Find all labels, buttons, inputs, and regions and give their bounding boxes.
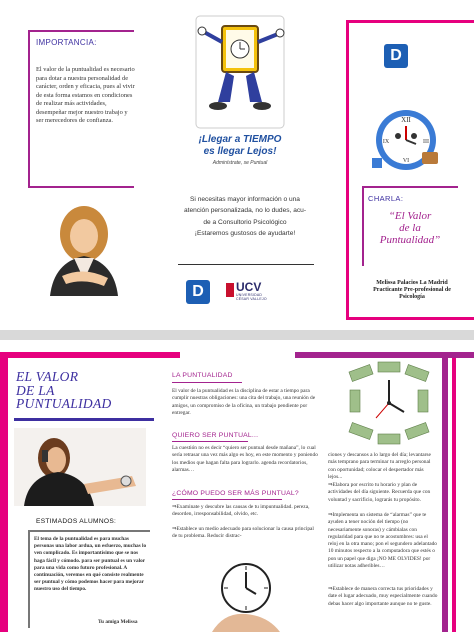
author-field: Psicología xyxy=(399,294,425,300)
estimados-text: El tema de la puntualidad es para muchas personas una labor ardua, un esfuerzo, muchas lo ven complicado. Es importantísimo que se nos haga fácil y cómodo. para ser puntual es un valor para una vida como futuro profesional. A continuación, veremos en qué consiste realmente ser puntual y cómo podemos hacer para mejorar nuestro uso del tiempo. xyxy=(34,536,147,593)
info-line-4: ¡Estaremos gustosos de ayudarte! xyxy=(194,230,296,238)
svg-text:XII: XII xyxy=(401,116,411,124)
divider-line xyxy=(178,264,314,265)
cover-title-line-1: “El Valor xyxy=(388,210,432,222)
info-line-3: de a Consultorio Psicológico xyxy=(203,218,287,226)
como-item-1: ⇒Examinate y descubre las causas de tu impuntualidad. pereza, desorden, irresponsabilidad, olvido, etc. xyxy=(172,504,310,518)
slogan-sub: Adminístrate, se Puntual xyxy=(212,160,268,166)
heading-underline xyxy=(14,418,154,421)
clock-mascot-illustration xyxy=(182,12,298,174)
cover-border-left xyxy=(346,20,349,320)
contact-info xyxy=(172,194,318,240)
cover-title xyxy=(360,210,460,246)
right-item-1: ⇒Elabora por escrito tu horario y plan de actividades del día siguiente. Recuerda que con voluntad y sacrificio, lograrás tu propósito. xyxy=(328,482,431,503)
inside-border-right-purple xyxy=(442,358,448,632)
back-panel xyxy=(158,0,316,330)
ucv-name: UCV xyxy=(236,280,262,294)
quiero-underline xyxy=(172,441,248,442)
inside-heading xyxy=(16,370,156,411)
slogan-line-2: es llegar Lejos! xyxy=(203,146,277,157)
ucv-logo xyxy=(236,282,267,301)
money-clock-illustration xyxy=(344,360,434,446)
inside-border-right-pink xyxy=(452,358,456,632)
como-item-2: ⇒Establece un medio adecuado para solucionar la causa principal de tu problema. Reducir distrac- xyxy=(172,526,314,540)
cover-title-line-2: de la xyxy=(399,222,421,234)
cover-border-bottom xyxy=(346,317,474,320)
svg-text:III: III xyxy=(423,139,429,145)
author-role: Practicante Pre-profesional de xyxy=(373,287,451,293)
cover-logo: D xyxy=(384,44,408,68)
author-info xyxy=(352,280,472,301)
slogan-line-1: ¡Llegar a TIEMPO xyxy=(198,134,282,145)
right-item-2: ⇒Implementa un sistema de “alarmas” que te ayuden a tener noción del tiempo (no necesariamente sonoras) y cámbialas con regularidad para que no te acostumbres: usa el reloj en la otra mano; pon el segundero adelantado 10 minutos respecto a la computadora que estés o pon un papel que diga ¡NO ME OLVIDES! por utilizar notas adheribles… xyxy=(328,512,437,570)
right-item-3: ⇒Establece de manera correcta tus prioridades y date el lugar adecuado, muy especialmente cuando debas hacer algo importante aunque no te guste. xyxy=(328,586,438,607)
ucv-shield-icon xyxy=(226,283,234,297)
svg-text:VI: VI xyxy=(402,158,410,164)
charla-label: CHARLA: xyxy=(368,194,404,203)
cover-border-top xyxy=(346,20,474,23)
como-title: ¿CÓMO PUEDO SER MÁS PUNTUAL? xyxy=(172,490,299,497)
right-continuation: ciones y descansos a lo largo del día; levantarse más temprano para terminar tu arreglo personal con oportunidad; colocar el despertador más lejos... xyxy=(328,452,431,480)
cartoon-clock-illustration xyxy=(368,104,444,176)
ucv-sub-1: UNIVERSIDAD xyxy=(236,293,263,297)
importance-title: IMPORTANCIA: xyxy=(36,38,97,47)
como-underline xyxy=(172,499,282,500)
quiero-text: La cuestión no es decir “quiero ser puntual desde mañana”, lo cual sería retrasar una vez más algo es hoy, en este momento y poniendo los medios que hagan falta para lograrlo. agenda recordatorios, alarmas… xyxy=(172,445,318,473)
ucv-sub-2: CÉSAR VALLEJO xyxy=(236,297,267,301)
brochure-inside xyxy=(0,340,474,632)
cover-title-line-3: Puntualidad” xyxy=(379,234,441,246)
puntualidad-text: El valor de la puntualidad es la disciplina de estar a tiempo para cumplir nuestras obligaciones: una cita del trabajo, una reunión de amigos, un compromiso de la oficina, un trabajo pendiente por entregar. xyxy=(172,388,316,416)
consultorio-logo: D xyxy=(186,280,210,304)
late-woman-photo xyxy=(14,428,146,506)
inside-border-top-left xyxy=(0,352,180,358)
estimados-signature: Tu amiga Melissa xyxy=(98,619,138,625)
estimados-title: ESTIMADOS ALUMNOS: xyxy=(36,518,117,525)
inside-heading-line-3: PUNTUALIDAD xyxy=(16,396,112,411)
info-line-2: atención personalizada, no lo dudes, acu- xyxy=(183,207,307,215)
author-name: Melissa Palacios La Madrid xyxy=(376,280,448,286)
inside-border-left xyxy=(0,358,8,632)
puntualidad-title: LA PUNTUALIDAD xyxy=(172,372,233,379)
quiero-title: QUIERO SER PUNTUAL... xyxy=(172,432,259,439)
importance-text: El valor de la puntualidad es necesario para dotar a nuestra personalidad de carácter, orden y eficacia, pues al vivir de esta forma estamos en condiciones de realizar más actividades, desempeñar mejor nuestro trabajo y ser merecedores de confianza. xyxy=(36,66,135,124)
hand-clock-illustration xyxy=(204,560,288,632)
inside-heading-line-1: EL VALOR xyxy=(16,369,79,384)
inside-heading-line-2: DE LA xyxy=(16,382,55,398)
importance-panel xyxy=(0,0,158,330)
puntualidad-underline xyxy=(172,382,242,383)
info-line-1: Si necesitas mayor información o una xyxy=(190,196,300,203)
svg-text:IX: IX xyxy=(382,139,390,145)
businesswoman-photo xyxy=(38,196,130,296)
